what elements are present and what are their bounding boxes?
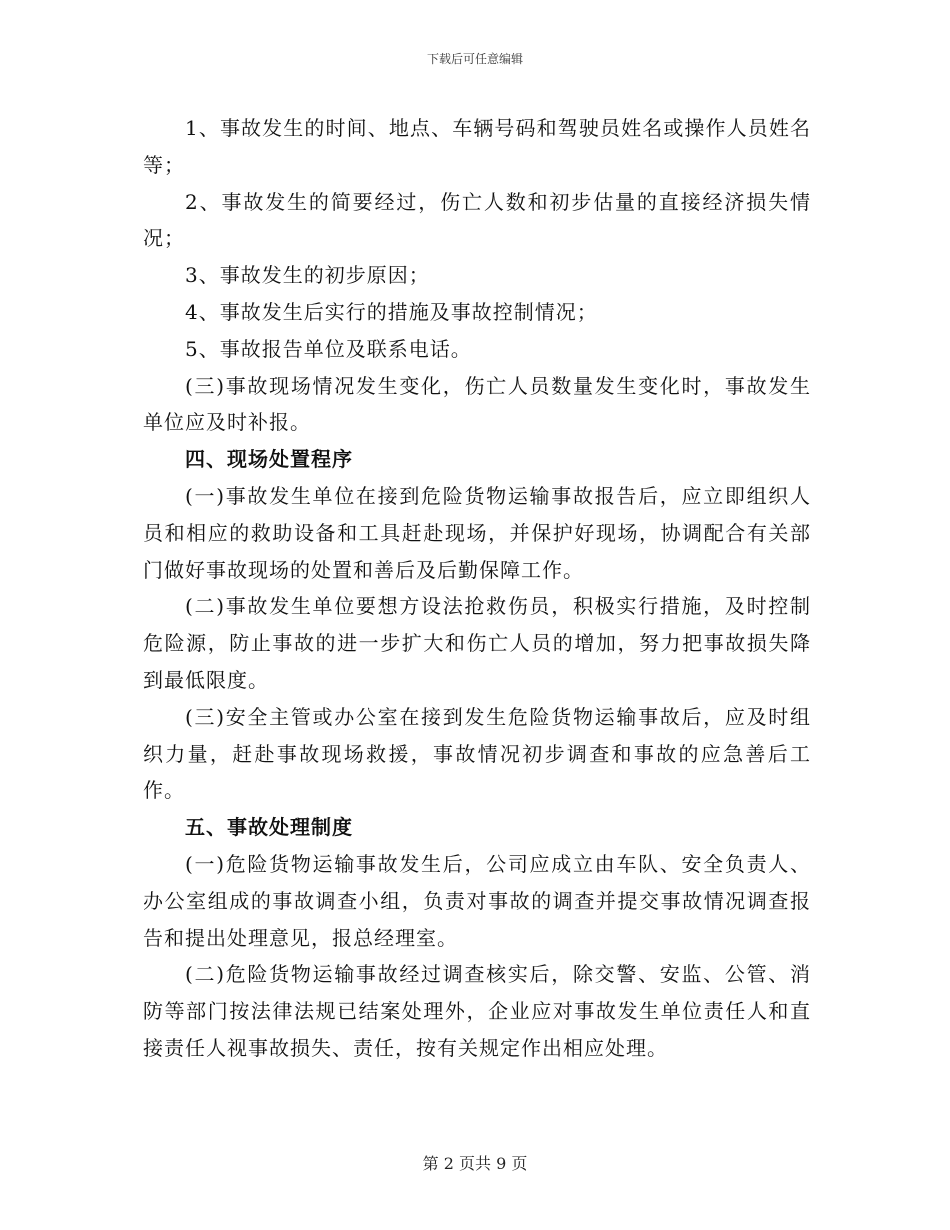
document-body [143,110,811,1067]
paragraph-1: 1、事故发生的时间、地点、车辆号码和驾驶员姓名或操作人员姓名等； [143,116,811,177]
section4-paragraph-3: (三)安全主管或办公室在接到发生危险货物运输事故后，应及时组织力量，赶赴事故现场救援，事故情况初步调查和事故的应急善后工作。 [143,704,811,803]
page-footer: 第 2 页共 9 页 [422,1154,528,1173]
paragraph-6: (三)事故现场情况发生变化，伤亡人员数量发生变化时，事故发生单位应及时补报。 [143,373,811,435]
section-heading-4: 四、现场处置程序 [185,447,353,472]
section5-paragraph-2: (二)危险货物运输事故经过调查核实后，除交警、安监、公管、消防等部门按法律法规已结案处理外，企业应对事故发生单位责任人和直接责任人视事故损失、责任，按有关规定作出相应处理。 [143,962,811,1060]
section5-paragraph-1: (一)危险货物运输事故发生后，公司应成立由车队、安全负责人、办公室组成的事故调查小组，负责对事故的调查并提交事故情况调查报告和提出处理意见，报总经理室。 [143,851,811,950]
paragraph-4: 4、事故发生后实行的措施及事故控制情况； [185,299,598,324]
paragraph-3: 3、事故发生的初步原因； [185,263,430,288]
paragraph-5: 5、事故报告单位及联系电话。 [185,336,472,361]
paragraph-2: 2、事故发生的简要经过，伤亡人数和初步估量的直接经济损失情况； [143,189,811,251]
section4-paragraph-2: (二)事故发生单位要想方设法抢救伤员，积极实行措施，及时控制危险源，防止事故的进一步扩大和伤亡人员的增加，努力把事故损失降到最低限度。 [143,594,811,692]
section-heading-5: 五、事故处理制度 [185,815,353,840]
page-header: 下载后可任意编辑 [426,52,523,66]
section4-paragraph-1: (一)事故发生单位在接到危险货物运输事故报告后，应立即组织人员和相应的救助设备和工具赶赴现场，并保护好现场，协调配合有关部门做好事故现场的处置和善后及后勤保障工作。 [143,483,811,582]
